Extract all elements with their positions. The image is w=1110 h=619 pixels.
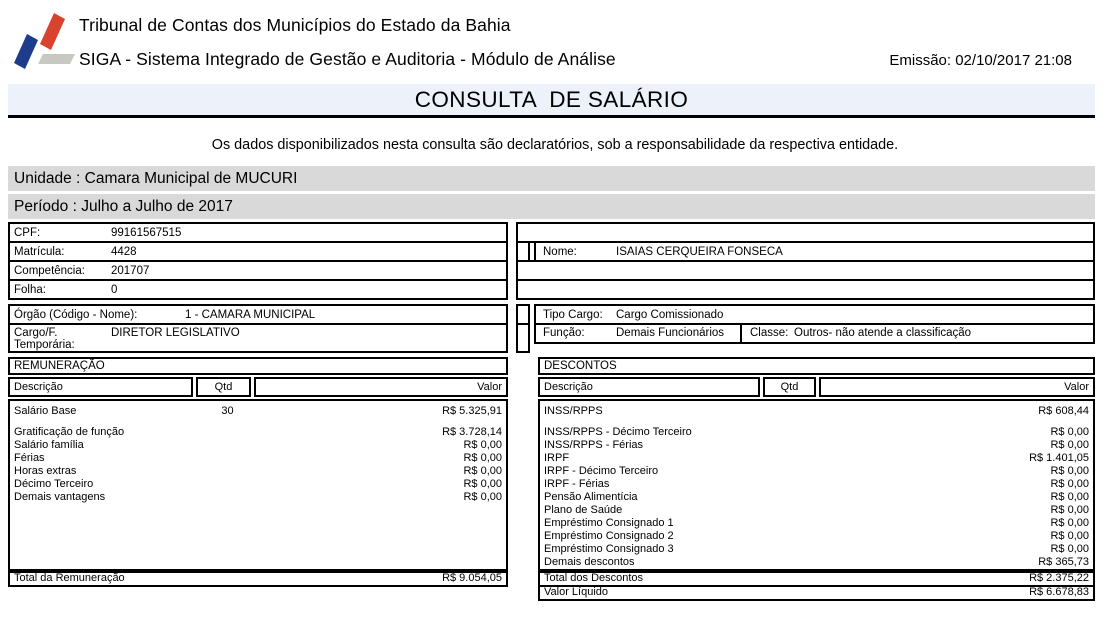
empty-field-box [516,260,1095,281]
spacer-box [516,241,530,262]
remuneracao-table [8,357,508,601]
empty-field-box [516,279,1095,300]
col-qtd: Qtd [196,377,251,397]
tipo-cargo-field [534,304,1095,325]
descontos-table [538,357,1095,601]
table-row: Empréstimo Consignado 3 R$ 0,00 [544,542,1089,555]
folha-field [8,279,508,300]
remuneracao-data [8,399,508,571]
page-title: CONSULTA DE SALÁRIO [414,86,689,112]
folha-value: 0 [111,283,118,296]
field-row-cpf [8,222,1095,243]
funcao-label: Função: [543,327,585,339]
matricula-label: Matrícula: [14,245,65,258]
table-row: Gratificação de função R$ 3.728,14 [14,425,502,438]
matricula-value: 4428 [111,245,137,258]
table-row: Pensão Alimentícia R$ 0,00 [544,490,1089,503]
page-title-bar [8,84,1095,118]
table-row: IRPF R$ 1.401,05 [544,451,1089,464]
col-valor: Valor [819,377,1095,397]
report-header [0,0,1110,84]
tipo-cargo-value: Cargo Comissionado [616,308,724,321]
total-value: R$ 9.054,05 [442,572,502,584]
table-row: Demais descontos R$ 365,73 [544,555,1089,568]
total-label: Valor Líquido [544,586,609,598]
classe-label: Classe: [750,327,789,339]
spacer-box [516,323,530,353]
spacer-box [516,304,530,325]
col-valor: Valor [254,377,508,397]
field-row-folha [8,279,1095,300]
table-row: IRPF - Décimo Terceiro R$ 0,00 [544,464,1089,477]
funcao-value: Demais Funcionários [616,327,725,339]
table-row: Empréstimo Consignado 2 R$ 0,00 [544,529,1089,542]
cargo-field [8,323,508,353]
total-value: R$ 6.678,83 [1029,586,1089,598]
cargo-value: DIRETOR LEGISLATIVO [111,327,240,339]
table-row: Plano de Saúde R$ 0,00 [544,503,1089,516]
disclaimer-text: Os dados disponibilizados nesta consulta são declaratórios, sob a responsabilidade da respectiva entidade. [211,137,899,153]
periodo-bar: Período : Julho a Julho de 2017 [8,194,1095,219]
competencia-field [8,260,508,281]
col-qtd: Qtd [763,377,816,397]
cpf-label: CPF: [14,226,41,239]
nome-label: Nome: [543,245,577,258]
classe-value: Outros- não atende a classificação [794,327,972,339]
orgao-field [8,304,508,325]
matricula-field [8,241,508,262]
tcm-ba-logo-icon [13,6,77,74]
col-descricao: Descrição [8,377,193,397]
total-label: Total dos Descontos [544,572,644,584]
descontos-data [538,399,1095,571]
table-row: Salário família R$ 0,00 [14,438,502,451]
table-row: INSS/RPPS - Férias R$ 0,00 [544,438,1089,451]
nome-value: ISAIAS CERQUEIRA FONSECA [616,245,783,258]
field-row-orgao [8,304,1095,325]
remuneracao-total-row [8,571,508,587]
unidade-bar: Unidade : Camara Municipal de MUCURI [8,166,1095,191]
emission-timestamp: Emissão: 02/10/2017 21:08 [889,52,1072,69]
org-title: Tribunal de Contas dos Municípios do Estado da Bahia [79,15,511,35]
orgao-value: 1 - CAMARA MUNICIPAL [185,308,316,321]
table-row: Horas extras R$ 0,00 [14,464,502,477]
descontos-header-row [538,377,1095,397]
field-row-competencia [8,260,1095,281]
table-row: Demais vantagens R$ 0,00 [14,490,502,503]
col-descricao: Descrição [538,377,760,397]
table-row: Décimo Terceiro R$ 0,00 [14,477,502,490]
table-row: INSS/RPPS - Décimo Terceiro R$ 0,00 [544,425,1089,438]
nome-field [534,241,1095,262]
funcao-field [534,323,742,344]
cpf-field [8,222,508,243]
table-row: Salário Base 30 R$ 5.325,91 [14,404,502,417]
table-row: INSS/RPPS R$ 608,44 [544,404,1089,417]
cargo-label: Cargo/F. Temporária: [14,327,75,351]
competencia-label: Competência: [14,264,85,277]
tipo-cargo-label: Tipo Cargo: [543,308,603,321]
table-row: IRPF - Férias R$ 0,00 [544,477,1089,490]
total-value: R$ 2.375,22 [1029,572,1089,584]
remuneracao-header-row [8,377,508,397]
descontos-title: DESCONTOS [538,357,1095,375]
competencia-value: 201707 [111,264,150,277]
remuneracao-title: REMUNERAÇÃO [8,357,508,375]
table-row: Empréstimo Consignado 1 R$ 0,00 [544,516,1089,529]
employee-fields [8,222,1095,353]
classe-field [740,323,1095,344]
table-row: Férias R$ 0,00 [14,451,502,464]
field-row-matricula [8,241,1095,262]
field-row-cargo [8,323,1095,353]
system-title: SIGA - Sistema Integrado de Gestão e Auditoria - Módulo de Análise [79,49,616,69]
cpf-value: 99161567515 [111,226,182,239]
salary-tables [8,357,1095,601]
folha-label: Folha: [14,283,46,296]
total-label: Total da Remuneração [14,572,125,584]
empty-field-box [516,222,1095,243]
valor-liquido-row [538,585,1095,601]
orgao-label: Órgão (Código - Nome): [14,308,138,321]
